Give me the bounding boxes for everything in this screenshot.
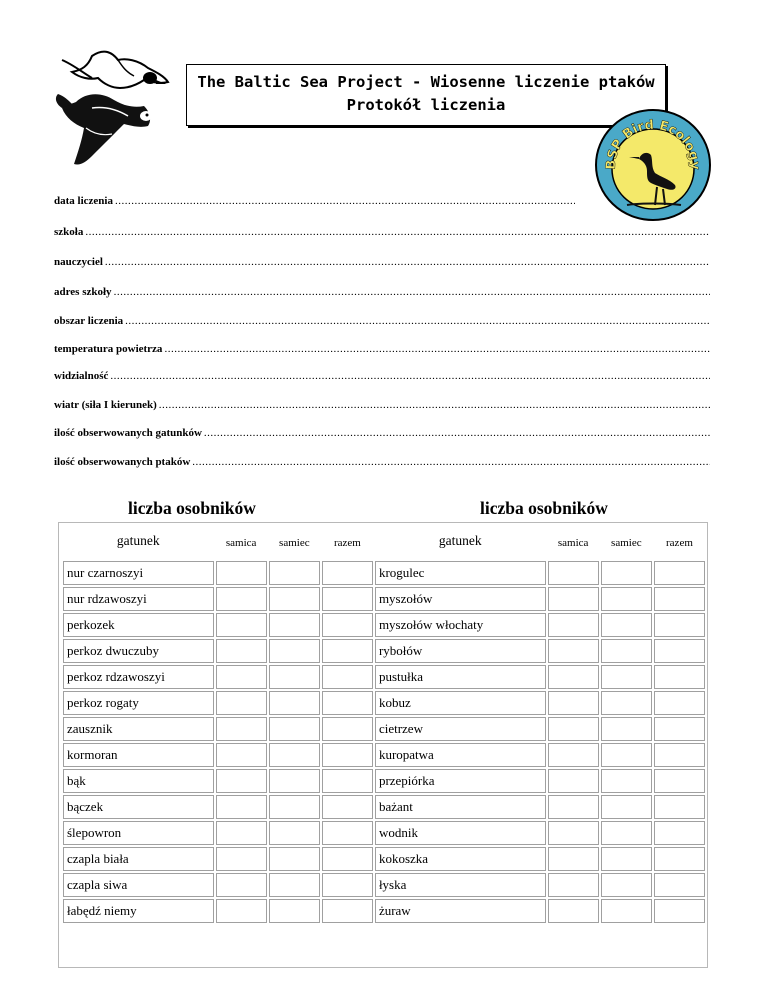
male-count-cell[interactable]	[269, 561, 320, 585]
male-count-cell[interactable]	[269, 795, 320, 819]
total-count-cell[interactable]	[654, 665, 705, 689]
total-count-cell[interactable]	[654, 873, 705, 897]
table-row	[63, 899, 705, 923]
table-row	[63, 743, 705, 767]
species-name-cell: kuropatwa	[375, 743, 546, 767]
total-count-cell[interactable]	[654, 691, 705, 715]
total-count-cell[interactable]	[654, 639, 705, 663]
total-count-cell[interactable]	[654, 821, 705, 845]
female-count-cell[interactable]	[216, 795, 267, 819]
total-count-cell[interactable]	[322, 873, 373, 897]
female-count-cell[interactable]	[216, 847, 267, 871]
species-name-cell: perkoz rdzawoszyi	[63, 665, 214, 689]
male-count-cell[interactable]	[269, 639, 320, 663]
female-count-cell[interactable]	[548, 743, 599, 767]
field-label: nauczyciel	[54, 256, 103, 268]
col-header-total: razem	[333, 537, 361, 549]
total-count-cell[interactable]	[654, 561, 705, 585]
female-count-cell[interactable]	[216, 691, 267, 715]
species-name-cell: kokoszka	[375, 847, 546, 871]
male-count-cell[interactable]	[269, 743, 320, 767]
table-row	[63, 769, 705, 793]
male-count-cell[interactable]	[269, 587, 320, 611]
male-count-cell[interactable]	[601, 899, 652, 923]
male-count-cell[interactable]	[269, 717, 320, 741]
document-title: The Baltic Sea Project - Wiosenne liczenie ptaków	[197, 73, 655, 91]
flying-ducks-illustration	[52, 48, 170, 170]
section-heading-left: liczba osobników	[128, 498, 256, 518]
col-header-male: samiec	[279, 537, 310, 549]
species-name-cell: bażant	[375, 795, 546, 819]
male-count-cell[interactable]	[601, 873, 652, 897]
col-header-total: razem	[666, 537, 693, 549]
female-count-cell[interactable]	[548, 691, 599, 715]
total-count-cell[interactable]	[654, 717, 705, 741]
male-count-cell[interactable]	[601, 769, 652, 793]
species-name-cell: przepiórka	[375, 769, 546, 793]
total-count-cell[interactable]	[322, 639, 373, 663]
table-row	[63, 639, 705, 663]
male-count-cell[interactable]	[601, 639, 652, 663]
field-label: temperatura powietrza	[54, 343, 163, 355]
male-count-cell[interactable]	[601, 717, 652, 741]
female-count-cell[interactable]	[216, 587, 267, 611]
table-row	[63, 691, 705, 715]
female-count-cell[interactable]	[216, 769, 267, 793]
male-count-cell[interactable]	[601, 691, 652, 715]
species-name-cell: kobuz	[375, 691, 546, 715]
col-header-female: samica	[557, 537, 589, 549]
field-label: obszar liczenia	[54, 315, 124, 327]
document-subtitle: Protokół liczenia	[346, 96, 506, 114]
female-count-cell[interactable]	[548, 587, 599, 611]
table-row	[63, 873, 705, 897]
badge-text: BSP Bird Ecology	[603, 117, 703, 171]
field-wind[interactable]	[54, 399, 710, 415]
species-name-cell: bąk	[63, 769, 214, 793]
female-count-cell[interactable]	[548, 717, 599, 741]
species-name-cell: myszołów włochaty	[375, 613, 546, 637]
total-count-cell[interactable]	[654, 613, 705, 637]
male-count-cell[interactable]	[269, 769, 320, 793]
field-visibility[interactable]	[54, 370, 710, 386]
male-count-cell[interactable]	[601, 561, 652, 585]
total-count-cell[interactable]	[322, 821, 373, 845]
total-count-cell[interactable]	[322, 665, 373, 689]
species-name-cell: czapla biała	[63, 847, 214, 871]
male-count-cell[interactable]	[601, 665, 652, 689]
table-row	[63, 587, 705, 611]
male-count-cell[interactable]	[269, 665, 320, 689]
female-count-cell[interactable]	[548, 821, 599, 845]
species-name-cell: łyska	[375, 873, 546, 897]
female-count-cell[interactable]	[548, 665, 599, 689]
male-count-cell[interactable]	[601, 743, 652, 767]
species-name-cell: pustułka	[375, 665, 546, 689]
species-name-cell: perkoz rogaty	[63, 691, 214, 715]
table-row	[63, 613, 705, 637]
female-count-cell[interactable]	[216, 717, 267, 741]
field-counting-area[interactable]	[54, 315, 710, 331]
female-count-cell[interactable]	[548, 639, 599, 663]
male-count-cell[interactable]	[601, 613, 652, 637]
male-count-cell[interactable]	[269, 873, 320, 897]
field-birds-count[interactable]	[54, 456, 710, 472]
total-count-cell[interactable]	[322, 769, 373, 793]
male-count-cell[interactable]	[269, 847, 320, 871]
female-count-cell[interactable]	[216, 821, 267, 845]
table-row	[63, 665, 705, 689]
male-count-cell[interactable]	[269, 613, 320, 637]
field-label: widzialność	[54, 370, 109, 382]
species-name-cell: krogulec	[375, 561, 546, 585]
field-label: ilość obserwowanych ptaków	[54, 456, 191, 468]
female-count-cell[interactable]	[548, 795, 599, 819]
bird-count-table-frame	[58, 522, 708, 968]
total-count-cell[interactable]	[654, 899, 705, 923]
col-header-species: gatunek	[116, 533, 160, 548]
species-name-cell: zausznik	[63, 717, 214, 741]
field-school-address[interactable]	[54, 286, 710, 302]
male-count-cell[interactable]	[601, 587, 652, 611]
female-count-cell[interactable]	[216, 613, 267, 637]
species-name-cell: wodnik	[375, 821, 546, 845]
field-species-count[interactable]	[54, 427, 710, 443]
female-count-cell[interactable]	[216, 665, 267, 689]
total-count-cell[interactable]	[322, 847, 373, 871]
total-count-cell[interactable]	[654, 743, 705, 767]
species-name-cell: nur rdzawoszyi	[63, 587, 214, 611]
table-header-row	[63, 527, 705, 559]
species-name-cell: perkoz dwuczuby	[63, 639, 214, 663]
male-count-cell[interactable]	[269, 691, 320, 715]
section-heading-right: liczba osobników	[480, 498, 608, 518]
species-name-cell: myszołów	[375, 587, 546, 611]
field-label: ilość obserwowanych gatunków	[54, 427, 202, 439]
field-label: szkoła	[54, 226, 84, 238]
field-counting-date[interactable]	[54, 195, 710, 211]
table-row	[63, 795, 705, 819]
total-count-cell[interactable]	[322, 613, 373, 637]
species-name-cell: łabędź niemy	[63, 899, 214, 923]
table-row	[63, 821, 705, 845]
species-name-cell: czapla siwa	[63, 873, 214, 897]
species-name-cell: kormoran	[63, 743, 214, 767]
total-count-cell[interactable]	[322, 691, 373, 715]
field-teacher[interactable]	[54, 256, 710, 272]
col-header-male: samiec	[611, 537, 642, 549]
species-name-cell: rybołów	[375, 639, 546, 663]
col-header-female: samica	[225, 537, 257, 549]
male-count-cell[interactable]	[269, 821, 320, 845]
table-row	[63, 561, 705, 585]
table-row	[63, 717, 705, 741]
field-label: wiatr (siła I kierunek)	[54, 399, 157, 411]
table-row	[63, 847, 705, 871]
total-count-cell[interactable]	[654, 587, 705, 611]
species-name-cell: cietrzew	[375, 717, 546, 741]
male-count-cell[interactable]	[601, 795, 652, 819]
field-label: adres szkoły	[54, 286, 112, 298]
female-count-cell[interactable]	[216, 743, 267, 767]
male-count-cell[interactable]	[269, 899, 320, 923]
field-school[interactable]	[54, 226, 710, 242]
female-count-cell[interactable]	[548, 613, 599, 637]
female-count-cell[interactable]	[548, 873, 599, 897]
male-count-cell[interactable]	[601, 821, 652, 845]
female-count-cell[interactable]	[548, 561, 599, 585]
female-count-cell[interactable]	[216, 639, 267, 663]
female-count-cell[interactable]	[548, 899, 599, 923]
total-count-cell[interactable]	[654, 847, 705, 871]
species-name-cell: ślepowron	[63, 821, 214, 845]
col-header-species: gatunek	[438, 533, 482, 548]
species-name-cell: bączek	[63, 795, 214, 819]
total-count-cell[interactable]	[322, 587, 373, 611]
bird-count-table	[61, 525, 707, 925]
female-count-cell[interactable]	[216, 899, 267, 923]
field-label: data liczenia	[54, 195, 113, 207]
total-count-cell[interactable]	[322, 561, 373, 585]
total-count-cell[interactable]	[654, 795, 705, 819]
female-count-cell[interactable]	[216, 873, 267, 897]
field-air-temperature[interactable]	[54, 343, 710, 359]
male-count-cell[interactable]	[601, 847, 652, 871]
total-count-cell[interactable]	[322, 899, 373, 923]
total-count-cell[interactable]	[322, 743, 373, 767]
female-count-cell[interactable]	[548, 769, 599, 793]
species-name-cell: perkozek	[63, 613, 214, 637]
species-name-cell: żuraw	[375, 899, 546, 923]
species-name-cell: nur czarnoszyi	[63, 561, 214, 585]
total-count-cell[interactable]	[654, 769, 705, 793]
total-count-cell[interactable]	[322, 795, 373, 819]
female-count-cell[interactable]	[548, 847, 599, 871]
total-count-cell[interactable]	[322, 717, 373, 741]
female-count-cell[interactable]	[216, 561, 267, 585]
